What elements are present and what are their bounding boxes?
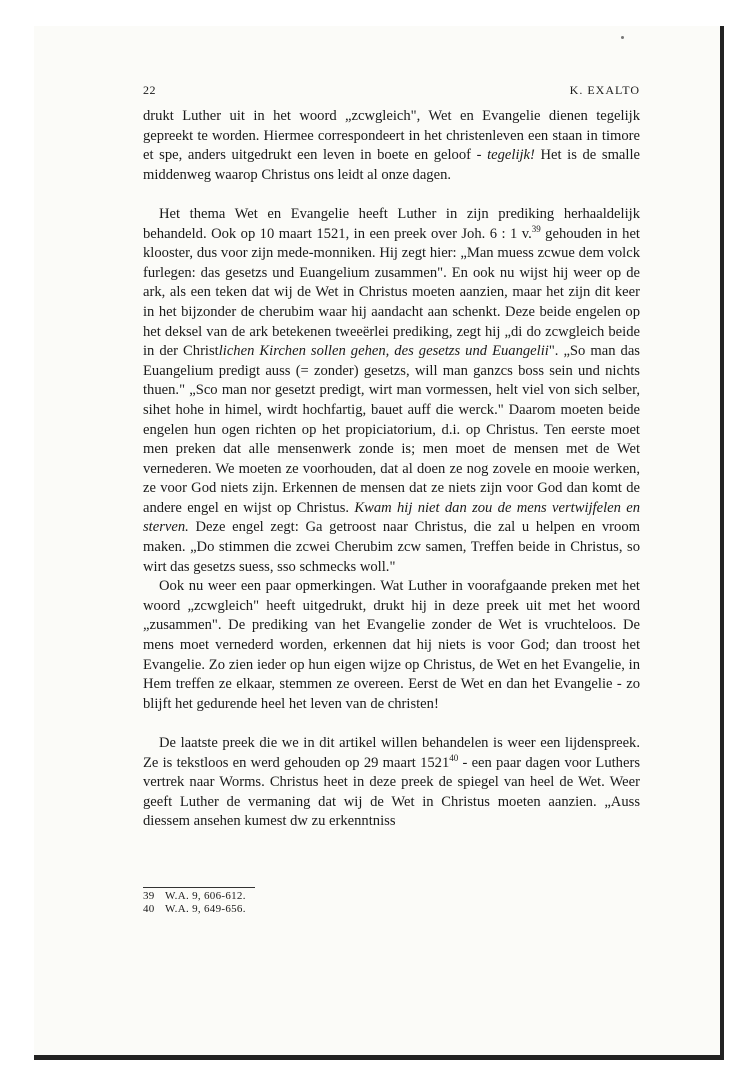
text-run: gehouden in het klooster, dus voor zijn mede-monniken. Hij zegt hier: „Man muess zcwue dem volck furlegen: das gesetzs und Euangelium zusammen". En ook nu wijst hij weer op de ark, als een teken dat wij de Wet in Christus moeten aanzien, maar het zijn dit keer in het bijzonder de cherubim waar hij aandacht aan schenkt. Deze beide engelen op het deksel van de ark betekenen tweeërlei prediking, zegt hij „di do zcwgleich beide in der Christ: [143, 225, 640, 360]
page-number: 22: [143, 83, 156, 97]
footnote-ref: 39: [531, 223, 541, 234]
speck-mark: [621, 36, 624, 39]
text-run: drukt Luther uit in het woord „zcwgleich", Wet en Evangelie dienen tegelijk gepreekt te worden. Hiermee correspondeert in het christenleven een staan in timore et spe, anders uitgedrukt een leven in boete en geloof -: [143, 108, 640, 164]
footnote-text: W.A. 9, 606-612.: [165, 890, 246, 902]
footnote-number: 40: [143, 903, 155, 915]
text-run: Deze engel zegt: Ga getroost naar Christus, die zal u helpen en vroom maken. „Do stimmen die zcwei Cherubim zcw samen, Treffen beide in Christus, so wirt das gesetzs suess, sso schmecks woll.": [143, 519, 640, 575]
italic-run: lichen Kirchen sollen gehen, des gesetzs und Euangelii: [218, 343, 549, 360]
text-run: Het thema Wet en Evangelie heeft Luther in zijn prediking herhaaldelijk behandeld. Ook op 10 maart 1521, in een preek over Joh. 6 : 1 v.: [143, 205, 640, 242]
footnote-rule: [143, 887, 255, 888]
footnotes: [143, 890, 443, 916]
text-run: - een paar dagen voor Luthers vertrek naar Worms. Christus heet in deze preek de spiegel van heel de Wet. Weer geeft Luther de vermaning dat wij de Wet in Christus moeten aanzien. „Auss diessem ansehen kumest dw zu erkenntniss: [143, 754, 640, 830]
text-run: De laatste preek die we in dit artikel willen behandelen is weer een lijdenspreek. Ze is tekstloos en werd gehouden op 29 maart 1521: [143, 735, 640, 771]
paragraph: [143, 107, 640, 185]
paragraph: [143, 577, 640, 714]
text-run: Ook nu weer een paar opmerkingen. Wat Luther in voorafgaande preken met het woord „zcwgleich" heeft uitgedrukt, drukt hij in deze preek uit met het woord „zusammen". De prediking van het Evangelie zonder de Wet is vruchteloos. De mens moet vernederd worden, erkennen dat hij niets is voor God; dan troost het Evangelie. Zo zien ieder op hun eigen wijze op Christus, de Wet en het Evangelie, in Hem treffen ze elkaar, stemmen ze overeen. Eerst de Wet en dan het Evangelie - zo blijft het gedurende heel het leven van de christen!: [143, 578, 640, 712]
footnote-ref: 40: [449, 752, 459, 763]
italic-run: tegelijk!: [487, 147, 535, 164]
paragraph: [143, 205, 640, 577]
text-run: ". „So man das Euangelium predigt auss (= zonder) gesetzs, will man ganzcs boss sein und nichts thuen." „Sco man nor gesetzt predigt, wirt man vormessen, helt viel von sich selber, sihet hohe in himel, wirdt hochfartig, bauet auff die werck." Daarom moeten beide engelen hun ogen richten op het propiciatorium, d.i. op Christus. Ten eerste moet men preken dat alle mensenwerk zonde is; men moet de mensen met de Wet vernederen. We moeten ze voorhouden, dat al doen ze nog zovele en mooie werken, ze voor God niets zijn. Erkennen de mensen dat ze niets zijn voor God dan komt de andere engel en wijst op Christus.: [143, 343, 640, 516]
italic-run: Kwam hij niet dan zou de mens vertwijfelen en sterven.: [143, 499, 640, 536]
footnote: [143, 903, 443, 916]
body-text: [143, 107, 640, 832]
footnote: [143, 890, 443, 903]
footnote-text: W.A. 9, 649-656.: [165, 903, 246, 915]
page-header: [143, 83, 640, 99]
text-run: Het is de smalle middenweg waarop Christus ons leidt al onze dagen.: [143, 147, 640, 183]
footnote-number: 39: [143, 890, 155, 902]
running-head: K. EXALTO: [569, 83, 640, 97]
paragraph: [143, 734, 640, 832]
